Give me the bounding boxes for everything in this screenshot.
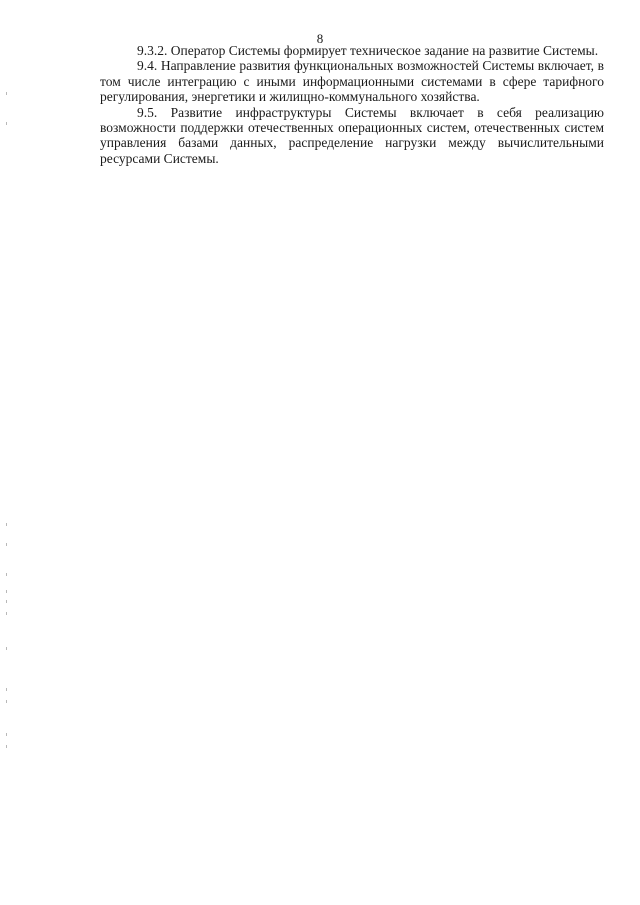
scan-mark [6, 733, 7, 736]
scan-mark [6, 700, 7, 703]
paragraph-9-5: 9.5. Развитие инфраструктуры Системы включает в себя реализацию возможности поддержки отечественных операционных систем, отечественных систем управления базами данных, распределение нагрузки между вычислительными ресурсами Системы. [100, 104, 604, 166]
scan-mark [6, 573, 7, 576]
document-body [100, 43, 604, 166]
scan-mark [6, 688, 7, 691]
scan-mark [6, 647, 7, 650]
scan-mark [6, 612, 7, 615]
scan-mark [6, 590, 7, 593]
scan-mark [6, 543, 7, 546]
scan-mark [6, 600, 7, 603]
scan-mark [6, 523, 7, 526]
paragraph-9-3-2: 9.3.2. Оператор Системы формирует техническое задание на развитие Системы. [137, 43, 599, 58]
scan-mark [6, 92, 7, 95]
scan-margin-marks [6, 0, 10, 905]
page-number: 8 [316, 31, 324, 46]
scan-mark [6, 122, 7, 125]
scan-mark [6, 745, 7, 748]
paragraph-9-4: 9.4. Направление развития функциональных возможностей Системы включает, в том числе интеграцию с иными информационными системами в сфере тарифного регулирования, энергетики и жилищно-коммунального хозяйства. [100, 58, 604, 105]
